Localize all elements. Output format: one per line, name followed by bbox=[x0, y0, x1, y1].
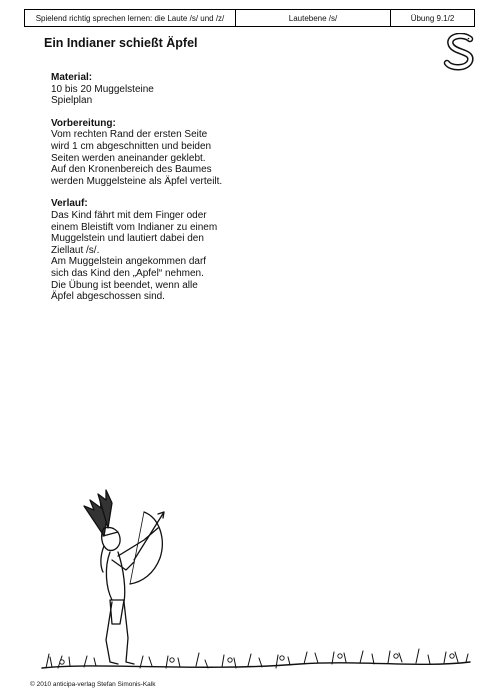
text-line: Die Übung ist beendet, wenn alle bbox=[51, 279, 198, 291]
text-line: Auf den Kronenbereich des Baumes bbox=[51, 164, 212, 176]
instructions bbox=[51, 72, 291, 314]
section-heading: Vorbereitung: bbox=[51, 117, 116, 129]
section-heading: Material: bbox=[51, 72, 93, 83]
header-table bbox=[24, 9, 475, 27]
text-line: wird 1 cm abgeschnitten und beiden bbox=[51, 140, 212, 152]
header-exercise-number: Übung 9.1/2 bbox=[410, 13, 455, 23]
section-preparation bbox=[51, 118, 291, 188]
page-title: Ein Indianer schießt Äpfel bbox=[44, 36, 198, 50]
text-line: Am Muggelstein angekommen darf bbox=[51, 256, 207, 268]
text-line: Ziellaut /s/. bbox=[51, 244, 100, 256]
section-heading: Verlauf: bbox=[51, 198, 88, 210]
text-line: Das Kind fährt mit dem Finger oder bbox=[51, 209, 207, 221]
s-snake-logo-icon bbox=[443, 33, 477, 71]
flower-icon bbox=[450, 654, 454, 658]
flower-icon bbox=[170, 658, 174, 662]
header-book-title: Spielend richtig sprechen lernen: die Laute /s/ und /z/ bbox=[25, 10, 236, 26]
text-line: Vom rechten Rand der ersten Seite bbox=[51, 129, 208, 141]
text-line: Muggelstein und lautiert dabei den bbox=[51, 233, 204, 245]
text-line: 10 bis 20 Muggelsteine bbox=[51, 83, 154, 95]
flower-icon bbox=[394, 654, 398, 658]
text-line: Seiten werden aneinander geklebt. bbox=[51, 152, 206, 164]
section-material bbox=[51, 72, 291, 107]
section-procedure bbox=[51, 198, 291, 302]
feather-icon bbox=[84, 498, 108, 536]
flower-icon bbox=[338, 654, 342, 658]
text-line: einem Bleistift vom Indianer zu einem bbox=[51, 221, 218, 233]
flower-icon bbox=[280, 656, 284, 660]
header-sound-level: Lautebene /s/ bbox=[236, 10, 391, 26]
copyright-footer: © 2010 anticipa-verlag Stefan Simonis-Kalk bbox=[30, 681, 156, 688]
text-line: Spielplan bbox=[51, 95, 93, 107]
feather-icon bbox=[98, 490, 112, 528]
text-line: sich das Kind den „Apfel“ nehmen. bbox=[51, 267, 204, 279]
text-line: werden Muggelsteine als Äpfel verteilt. bbox=[51, 175, 223, 187]
flower-icon bbox=[60, 660, 64, 664]
flower-icon bbox=[228, 658, 232, 662]
text-line: Äpfel abgeschossen sind. bbox=[51, 291, 165, 303]
